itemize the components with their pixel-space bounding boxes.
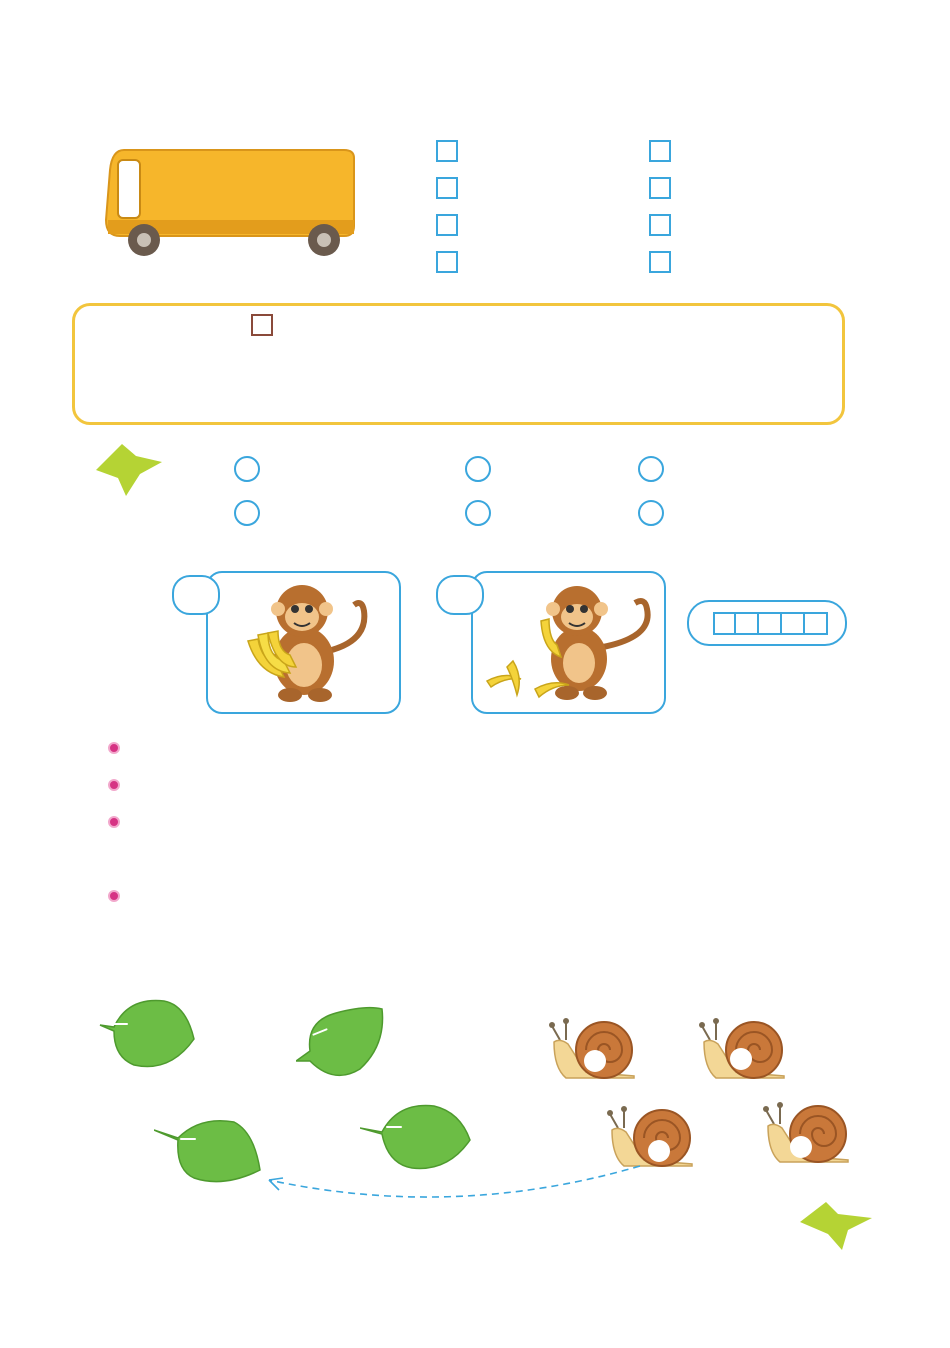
equation-row bbox=[643, 206, 671, 243]
leaf-icon bbox=[98, 995, 198, 1071]
bus-illustration bbox=[104, 140, 356, 260]
equations-right-column bbox=[643, 132, 671, 280]
sample-reasoning bbox=[95, 352, 835, 389]
bottom-dots-divider bbox=[70, 1202, 820, 1214]
comparison-circle[interactable] bbox=[234, 500, 260, 526]
comparison-circle[interactable] bbox=[465, 456, 491, 482]
leaf-icon bbox=[154, 1116, 262, 1186]
leaf-label bbox=[112, 1023, 128, 1025]
label-b bbox=[436, 575, 484, 615]
comparison-item bbox=[634, 500, 668, 526]
top-dots-divider bbox=[70, 74, 940, 86]
bullet-icon bbox=[108, 742, 120, 754]
page-number-badge bbox=[798, 1196, 874, 1252]
equation-row bbox=[430, 169, 458, 206]
equation-row bbox=[643, 243, 671, 280]
bullet-icon bbox=[108, 779, 120, 791]
snail-number bbox=[730, 1048, 752, 1070]
leaf-label bbox=[386, 1126, 402, 1128]
page-corner-dots bbox=[876, 1198, 940, 1248]
leaf-icon bbox=[296, 1005, 388, 1081]
star-icon bbox=[798, 1196, 874, 1252]
answer-box[interactable] bbox=[649, 140, 671, 162]
snail-number bbox=[790, 1136, 812, 1158]
answer-box[interactable] bbox=[649, 214, 671, 236]
monkey-with-bananas-icon bbox=[238, 581, 378, 709]
comparison-item bbox=[230, 456, 264, 482]
equations-left-column bbox=[430, 132, 458, 280]
leaf-label bbox=[180, 1138, 196, 1140]
snail-number bbox=[648, 1140, 670, 1162]
comparison-circle[interactable] bbox=[638, 456, 664, 482]
comparison-circle[interactable] bbox=[465, 500, 491, 526]
sample-equation bbox=[245, 314, 273, 336]
comparison-circle[interactable] bbox=[638, 500, 664, 526]
snail-icon bbox=[604, 1106, 694, 1168]
answer-cells-frame bbox=[687, 600, 847, 646]
picture-frame-a bbox=[206, 571, 401, 714]
comparison-item bbox=[461, 456, 495, 482]
snail-8[interactable] bbox=[604, 1106, 694, 1168]
answer-box[interactable] bbox=[436, 140, 458, 162]
monkey-eating-banana-icon bbox=[483, 581, 663, 709]
comparison-item bbox=[230, 500, 264, 526]
snail-6[interactable] bbox=[696, 1018, 786, 1080]
label-a bbox=[172, 575, 220, 615]
sample-box bbox=[72, 303, 845, 425]
picture-frame-b bbox=[471, 571, 666, 714]
bullet-icon bbox=[108, 890, 120, 902]
comparison-circle[interactable] bbox=[234, 456, 260, 482]
compare-signs-icon bbox=[92, 440, 166, 498]
sample-answer-box bbox=[251, 314, 273, 336]
example-arrow bbox=[255, 1160, 645, 1205]
answer-box[interactable] bbox=[649, 177, 671, 199]
snail-4[interactable] bbox=[760, 1102, 850, 1164]
equation-row bbox=[643, 132, 671, 169]
answer-box[interactable] bbox=[436, 251, 458, 273]
bullet-icon bbox=[108, 816, 120, 828]
snail-number bbox=[584, 1050, 606, 1072]
snail-7[interactable] bbox=[546, 1018, 636, 1080]
leaf-8-minus-1[interactable] bbox=[98, 995, 198, 1071]
equation-row bbox=[430, 243, 458, 280]
answer-cells[interactable] bbox=[713, 612, 828, 635]
answer-box[interactable] bbox=[436, 177, 458, 199]
equation-row bbox=[643, 169, 671, 206]
leaf-7-plus-1[interactable] bbox=[154, 1116, 262, 1186]
comparison-item bbox=[634, 456, 668, 482]
answer-box[interactable] bbox=[649, 251, 671, 273]
answer-box[interactable] bbox=[436, 214, 458, 236]
equation-row bbox=[430, 132, 458, 169]
comparison-item bbox=[461, 500, 495, 526]
equation-row bbox=[430, 206, 458, 243]
leaf-5-plus-1[interactable] bbox=[296, 1005, 388, 1081]
